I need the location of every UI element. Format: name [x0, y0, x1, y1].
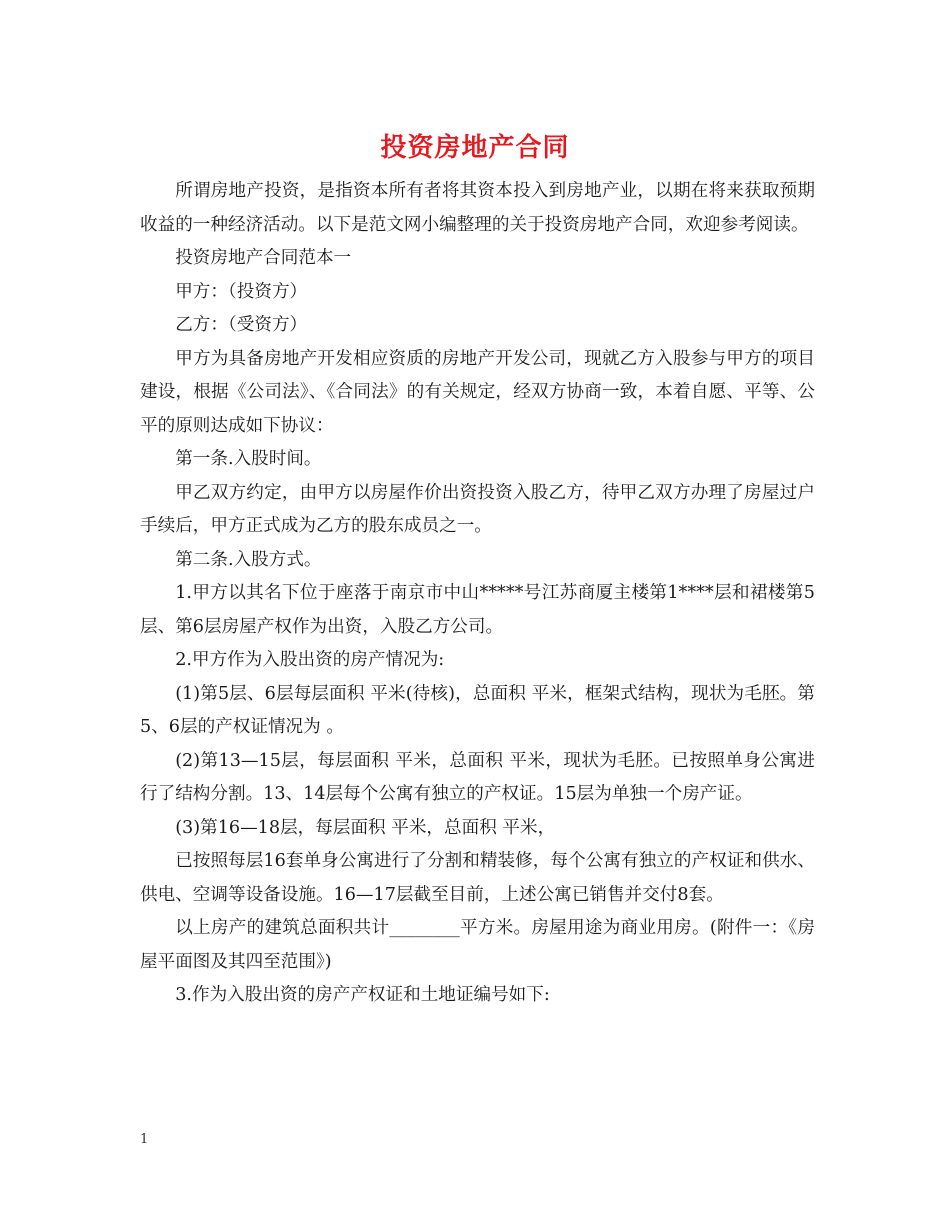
document-title: 投资房地产合同	[380, 133, 570, 163]
paragraph-intro: 所谓房地产投资，是指资本所有者将其资本投入到房地产业，以期在将来获取预期收益的一种经济活动。以下是范文网小编整理的关于投资房地产合同，欢迎参考阅读。	[140, 181, 815, 235]
page-number: 1	[140, 1132, 149, 1147]
paragraph-clause-2-1: (1)第5层、6层每层面积 平米(待核)，总面积 平米，框架式结构，现状为毛胚。第5、6层的产权证情况为 。	[140, 683, 815, 737]
paragraph-template-heading: 投资房地产合同范本一	[175, 248, 352, 268]
paragraph-clause-2-2: (2)第13—15层，每层面积 平米，总面积 平米，现状为毛胚。已按照单身公寓进行了结构分割。13、14层每个公寓有独立的产权证。15层为单独一个房产证。	[140, 750, 815, 804]
paragraph-article-2-heading: 第二条.入股方式。	[175, 549, 322, 570]
paragraph-preamble: 甲方为具备房地产开发相应资质的房地产开发公司，现就乙方入股参与甲方的项目建设，根据《公司法》、《合同法》的有关规定，经双方协商一致，本着自愿、平等、公平的原则达成如下协议：	[140, 348, 815, 436]
paragraph-clause-1: 1.甲方以其名下位于座落于南京市中山*****号江苏商厦主楼第1****层和裙楼第5层、第6层房屋产权作为出资，入股乙方公司。	[140, 583, 815, 637]
paragraph-article-1-heading: 第一条.入股时间。	[175, 449, 322, 469]
paragraph-party-b: 乙方：（受资方）	[175, 315, 308, 335]
paragraph-clause-2: 2.甲方作为入股出资的房产情况为:	[175, 650, 445, 670]
paragraph-clause-2-3-detail: 已按照每层16套单身公寓进行了分割和精装修，每个公寓有独立的产权证和供水、供电、空调等设备设施。16—17层截至目前，上述公寓已销售并交付8套。	[140, 851, 815, 905]
paragraph-total-area: 以上房产的建筑总面积共计________平方米。房屋用途为商业用房。(附件一：《房屋平面图及其四至范围》)	[140, 918, 815, 972]
document-body	[140, 175, 815, 1013]
paragraph-clause-3: 3.作为入股出资的房产产权证和土地证编号如下:	[175, 985, 550, 1005]
paragraph-article-1-body: 甲乙双方约定，由甲方以房屋作价出资投资入股乙方，待甲乙双方办理了房屋过户手续后，甲方正式成为乙方的股东成员之一。	[140, 482, 815, 536]
paragraph-party-a: 甲方：（投资方）	[175, 281, 308, 302]
paragraph-clause-2-3: (3)第16—18层，每层面积 平米，总面积 平米，	[175, 817, 556, 838]
